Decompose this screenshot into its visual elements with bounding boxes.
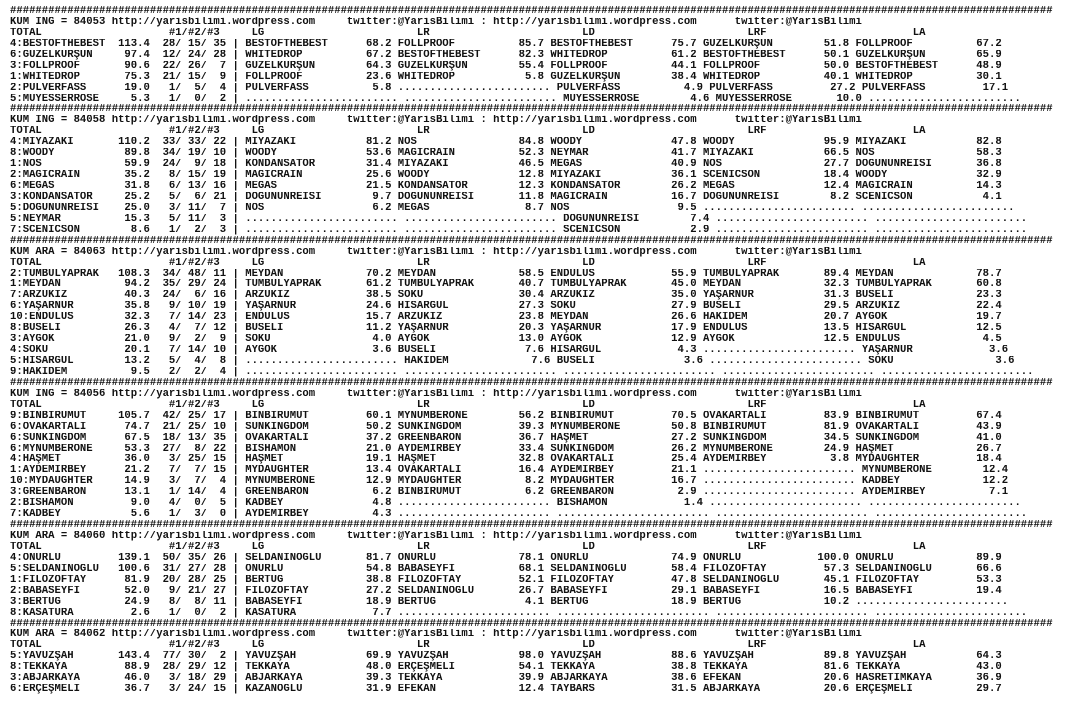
data-row: 10:ENDÜLÜS 32.3 7/ 14/ 23 | ENDÜLÜS 15.7 ARZUKIZ 23.8 MEYDAN 26.6 HAKİDEM 20.7 AYGÖK 19.7: [10, 312, 1002, 324]
data-row: 3:ABJARKAYA 46.0 3/ 18/ 29 | ABJARKAYA 39.3 TEKKAYA 39.9 ABJARKAYA 38.6 EFEKAN 20.6 HASRETİMKAYA 36.9: [10, 673, 1002, 685]
data-row: 6:ERÇEŞMELİ 36.7 3/ 24/ 15 | KAZANOĞLU 31.9 EFEKAN 12.4 TAYBARS 31.5 ABJARKAYA 20.6 ERÇEŞMELİ 29.7: [10, 684, 1002, 696]
data-row: 9:HAKİDEM 9.5 2/ 2/ 4 | ........................ ........................ ........................ ........................ ........................: [10, 366, 1034, 378]
data-row: 4:BESTOFTHEBEST 113.4 28/ 15/ 35 | BESTOFTHEBEST 68.2 FOLLPROOF 85.7 BESTOFTHEBEST 75.7 GÜZELKURŞUN 51.8 FOLLPROOF 67.2: [10, 38, 1002, 50]
data-row: 5:DOĞUNUNREİSİ 25.0 3/ 11/ 7 | NOS 6.2 MEGAS 8.7 NOS 9.5 ........................ ........................: [10, 202, 1015, 214]
data-row: 6:OVAKARTALI 74.7 21/ 25/ 10 | SUNKINGDOM 50.2 SUNKINGDOM 39.3 MYNUMBERONE 50.8 BİNBİRUMUT 81.9 OVAKARTALI 43.9: [10, 421, 1002, 433]
column-header-line: TOTAL #1/#2/#3 LG LR LD LRF LA: [10, 126, 926, 138]
data-row: 5:HİSARGÜL 13.2 5/ 4/ 8 | ........................ HAKİDEM 7.6 BUSELİ 3.6 ........................ SOKU 3.6: [10, 356, 1015, 367]
data-row: 3:FOLLPROOF 90.6 22/ 26/ 7 | GÜZELKURŞUN 64.3 GÜZELKURŞUN 55.4 FOLLPROOF 44.1 FOLLPROOF 50.0 BESTOFTHEBEST 48.9: [10, 60, 1002, 72]
data-row: 5:NEYMAR 15.3 5/ 11/ 3 | ........................ ........................ DOĞUNUNREİSİ 7.4 ........................ ........................: [10, 213, 1028, 225]
race-header-line: KUM ING = 84058 http://yarisbilimi.wordpress.com twitter:@YarisBilimi : http://yarisbilimi.wordpress.com twitter:@YarisBilimi: [10, 115, 862, 127]
data-row: 3:KONDANSATÖR 25.2 5/ 6/ 21 | DOĞUNUNREİSİ 9.7 DOĞUNUNREİSİ 11.8 MAGICRAIN 16.7 DOĞUNUNREİSİ 8.2 SCENICSON 4.1: [10, 191, 1002, 203]
column-header-line: TOTAL #1/#2/#3 LG LR LD LRF LA: [10, 27, 926, 39]
separator-line: ####################################################################################################################################################################: [10, 235, 1053, 247]
separator-line: ####################################################################################################################################################################: [10, 618, 1053, 630]
race-header-line: KUM ING = 84053 http://yarisbilimi.wordpress.com twitter:@YarisBilimi : http://yarisbilimi.wordpress.com twitter:@YarisBilimi: [10, 16, 862, 28]
separator-line: ####################################################################################################################################################################: [10, 377, 1053, 389]
data-row: 2:BABASEYFİ 52.0 9/ 21/ 27 | FİLOZOFTAY 27.2 SELDANINOĞLU 26.7 BABASEYFİ 29.1 BABASEYFİ 16.5 BABASEYFİ 19.4: [10, 585, 1002, 597]
data-row: 1:FİLOZOFTAY 81.9 20/ 28/ 25 | BERTUĞ 38.8 FİLOZOFTAY 52.1 FİLOZOFTAY 47.8 SELDANINOĞLU 45.1 FİLOZOFTAY 53.3: [10, 574, 1002, 586]
data-row: 6:GÜZELKURŞUN 97.4 12/ 24/ 28 | WHITEDROP 67.2 BESTOFTHEBEST 82.3 WHITEDROP 61.2 BESTOFTHEBEST 50.1 GÜZELKURŞUN 65.9: [10, 49, 1002, 61]
separator-line: ####################################################################################################################################################################: [10, 6, 1053, 17]
data-row: 9:BİNBİRUMUT 105.7 42/ 25/ 17 | BİNBİRUMUT 60.1 MYNUMBERONE 56.2 BİNBİRUMUT 70.5 OVAKARTALI 83.9 BİNBİRUMUT 67.4: [10, 410, 1002, 422]
race-header-line: KUM ING = 84056 http://yarisbilimi.wordpress.com twitter:@YarisBilimi : http://yarisbilimi.wordpress.com twitter:@YarisBilimi: [10, 388, 862, 400]
data-row: 7:ARZUKIZ 40.3 24/ 6/ 16 | ARZUKIZ 38.5 SOKU 30.4 ARZUKIZ 35.0 YAŞARNUR 31.3 BUSELİ 23.3: [10, 290, 1002, 302]
data-row: 3:AYGÖK 21.0 9/ 2/ 9 | SOKU 4.0 AYGÖK 13.0 AYGÖK 12.9 AYGÖK 12.5 ENDÜLÜS 4.5: [10, 334, 1002, 346]
data-row: 2:MAGICRAIN 35.2 8/ 15/ 19 | MAGICRAIN 25.6 WOODY 12.8 MİYAZAKİ 36.1 SCENICSON 18.4 WOODY 32.9: [10, 170, 1002, 181]
column-header-line: TOTAL #1/#2/#3 LG LR LD LRF LA: [10, 640, 926, 652]
data-row: 7:SCENICSON 8.6 1/ 2/ 3 | ........................ ........................ SCENICSON 2.9 ........................ ........................: [10, 224, 1028, 236]
data-row: 4:HAŞMET 36.0 3/ 25/ 15 | HAŞMET 19.1 HAŞMET 32.8 OVAKARTALI 25.4 AYDEMİRBEY 3.8 MYDAUGHTER 18.4: [10, 454, 1002, 466]
data-row: 4:ONURLU 139.1 50/ 35/ 26 | SELDANINOĞLU 81.7 ONURLU 78.1 ONURLU 74.9 ONURLU 100.0 ONURLU 89.9: [10, 552, 1002, 564]
data-row: 8:TEKKAYA 88.9 28/ 29/ 12 | TEKKAYA 48.0 ERÇEŞMELİ 54.1 TEKKAYA 38.8 TEKKAYA 81.6 TEKKAYA 43.0: [10, 662, 1002, 674]
data-row: 8:WOODY 89.8 34/ 19/ 10 | WOODY 53.6 MAGICRAIN 52.3 NEYMAR 41.7 MİYAZAKİ 66.5 NOS 58.3: [10, 148, 1002, 160]
separator-line: ####################################################################################################################################################################: [10, 104, 1053, 116]
data-row: 6:MEGAS 31.8 6/ 13/ 16 | MEGAS 21.5 KONDANSATÖR 12.3 KONDANSATÖR 26.2 MEGAS 12.4 MAGICRAIN 14.3: [10, 181, 1002, 192]
race-header-line: KUM ARA = 84063 http://yarisbilimi.wordpress.com twitter:@YarisBilimi : http://yarisbilimi.wordpress.com twitter:@YarisBilimi: [10, 246, 862, 258]
separator-line: ####################################################################################################################################################################: [10, 520, 1053, 531]
data-row: 3:BERTUĞ 24.9 8/ 8/ 11 | BABASEYFİ 18.9 BERTUĞ 4.1 BERTUĞ 18.9 BERTUĞ 10.2 ........................: [10, 596, 1009, 608]
data-row: 10:MYDAUGHTER 14.9 3/ 7/ 4 | MYNUMBERONE 12.9 MYDAUGHTER 8.2 MYDAUGHTER 16.7 ........................ KADBEY 12.2: [10, 476, 1009, 488]
data-row: 2:PULVERFASS 19.0 1/ 5/ 4 | PULVERFASS 5.8 ........................ PULVERFASS 4.9 PULVERFASS 27.2 PULVERFASS 17.1: [10, 82, 1009, 94]
data-row: 2:BİSHAMON 9.0 4/ 0/ 5 | KADBEY 4.8 ........................ BİSHAMON 1.4 ........................ ........................: [10, 498, 1021, 510]
data-row: 4:MİYAZAKİ 110.2 33/ 33/ 22 | MİYAZAKİ 81.2 NOS 84.8 WOODY 47.8 WOODY 95.9 MİYAZAKİ 82.8: [10, 137, 1002, 149]
data-row: 5:YAVUZŞAH 143.4 77/ 30/ 2 | YAVUZŞAH 69.9 YAVUZŞAH 98.0 YAVUZŞAH 88.6 YAVUZŞAH 89.8 YAVUZŞAH 64.3: [10, 651, 1002, 663]
data-row: 1:NOS 59.9 24/ 9/ 18 | KONDANSATÖR 31.4 MİYAZAKİ 46.5 MEGAS 40.9 NOS 27.7 DOĞUNUNREİSİ 36.8: [10, 159, 1002, 171]
column-header-line: TOTAL #1/#2/#3 LG LR LD LRF LA: [10, 257, 926, 269]
column-header-line: TOTAL #1/#2/#3 LG LR LD LRF LA: [10, 399, 926, 411]
data-row: 8:BUSELİ 26.3 4/ 7/ 12 | BUSELİ 11.2 YAŞARNUR 20.3 YAŞARNUR 17.9 ENDÜLÜS 13.5 HİSARGÜL 12.5: [10, 323, 1002, 335]
race-header-line: KUM ARA = 84060 http://yarisbilimi.wordpress.com twitter:@YarisBilimi : http://yarisbilimi.wordpress.com twitter:@YarisBilimi: [10, 531, 862, 542]
data-row: 1:AYDEMİRBEY 21.2 7/ 7/ 15 | MYDAUGHTER 13.4 OVAKARTALI 16.4 AYDEMİRBEY 21.1 ........................ MYNUMBERONE 12.4: [10, 465, 1009, 477]
data-row: 4:SOKU 20.1 7/ 14/ 10 | AYGÖK 3.6 BUSELİ 7.6 HİSARGÜL 4.3 ........................ YAŞARNUR 3.6: [10, 345, 1009, 356]
data-row: 1:WHITEDROP 75.3 21/ 15/ 9 | FOLLPROOF 23.6 WHITEDROP 5.8 GÜZELKURŞUN 38.4 WHITEDROP 40.1 WHITEDROP 30.1: [10, 71, 1002, 83]
data-row: 6:SUNKINGDOM 67.5 18/ 13/ 35 | OVAKARTALI 37.2 GREENBARON 36.7 HAŞMET 27.2 SUNKINGDOM 34.5 SUNKINGDOM 41.0: [10, 432, 1002, 444]
data-row: 7:KADBEY 5.6 1/ 3/ 0 | AYDEMİRBEY 4.3 ........................ ........................ ........................ ........................: [10, 509, 1028, 521]
race-header-line: KUM ARA = 84062 http://yarisbilimi.wordpress.com twitter:@YarisBilimi : http://yarisbilimi.wordpress.com twitter:@YarisBilimi: [10, 629, 862, 641]
data-row: 1:MEYDAN 94.2 35/ 29/ 24 | TUMBULYAPRAK 61.2 TUMBULYAPRAK 40.7 TUMBULYAPRAK 45.0 MEYDAN 32.3 TUMBULYAPRAK 60.8: [10, 279, 1002, 291]
race-stats-text-sheet: [10, 6, 1072, 711]
data-row: 5:MÜYESSERROSE 5.3 1/ 0/ 2 | ........................ ........................ MÜYESSERROSE 4.6 MÜYESSERROSE 10.0 ........................: [10, 93, 1021, 105]
data-row: 2:TUMBULYAPRAK 108.3 34/ 48/ 11 | MEYDAN 70.2 MEYDAN 58.5 ENDÜLÜS 55.9 TUMBULYAPRAK 89.4 MEYDAN 78.7: [10, 268, 1002, 280]
column-header-line: TOTAL #1/#2/#3 LG LR LD LRF LA: [10, 541, 926, 553]
data-row: 6:MYNUMBERONE 53.3 27/ 8/ 22 | BİSHAMON 21.0 AYDEMİRBEY 33.4 SUNKINGDOM 26.2 MYNUMBERONE 24.9 HAŞMET 26.7: [10, 443, 1002, 455]
data-row: 5:SELDANINOĞLU 100.6 31/ 27/ 28 | ONURLU 54.8 BABASEYFİ 68.1 SELDANINOĞLU 58.4 FİLOZOFTAY 57.3 SELDANINOĞLU 66.6: [10, 563, 1002, 575]
data-row: 8:KASATURA 2.6 1/ 0/ 2 | KASATURA 7.7 ........................ ........................ ........................ ........................: [10, 607, 1028, 619]
data-row: 6:YAŞARNUR 35.8 9/ 10/ 19 | YAŞARNUR 24.6 HİSARGÜL 27.3 SOKU 27.9 BUSELİ 29.5 ARZUKIZ 22.4: [10, 301, 1002, 313]
data-row: 3:GREENBARON 13.1 1/ 14/ 4 | GREENBARON 6.2 BİNBİRUMUT 6.2 GREENBARON 2.9 ........................ AYDEMİRBEY 7.1: [10, 487, 1009, 499]
